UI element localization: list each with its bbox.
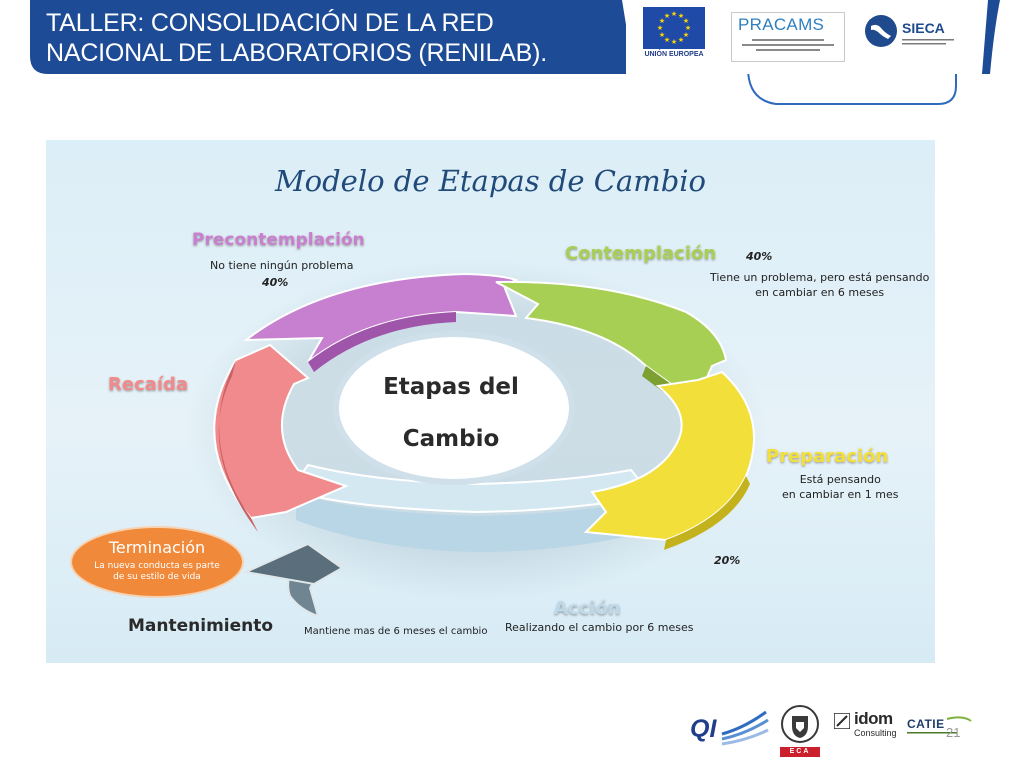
pracams-logo <box>731 12 845 62</box>
stage-label-preparacion: Preparación <box>766 446 889 467</box>
stage-desc-preparacion-line1: Está pensando <box>799 473 881 486</box>
svg-text:★: ★ <box>658 17 666 25</box>
stage-desc-terminacion-line1: La nueva conducta es parte <box>94 561 220 571</box>
stage-desc-contemplacion-line2: en cambiar en 6 meses <box>755 286 885 299</box>
idom-logo <box>834 711 904 743</box>
svg-text:★: ★ <box>677 12 685 20</box>
svg-text:★: ★ <box>670 38 678 46</box>
stage-desc-preparacion <box>782 472 898 502</box>
svg-text:★: ★ <box>684 24 692 32</box>
idom-mark-icon <box>834 713 850 729</box>
stages-of-change-diagram <box>46 140 935 663</box>
slide-title-line2: NACIONAL DE LABORATORIOS (RENILAB). <box>46 39 547 67</box>
svg-text:★: ★ <box>658 31 666 39</box>
stage-desc-terminacion <box>72 561 242 583</box>
stage-desc-contemplacion-line1: Tiene un problema, pero está pensando <box>710 271 930 284</box>
bureau-veritas-logo <box>780 704 820 756</box>
catie-swoosh-icon <box>907 715 973 739</box>
sieca-logo-fineprint <box>902 38 956 46</box>
stage-desc-terminacion-line2: de su estilo de vida <box>113 572 201 582</box>
pracams-logo-name: PRACAMS <box>738 15 825 34</box>
terminacion-oval <box>70 526 244 598</box>
stage-label-recaida: Recaída <box>108 374 189 395</box>
stage-label-precontemplacion: Precontemplación <box>192 230 365 250</box>
svg-text:★: ★ <box>663 12 671 20</box>
svg-text:★: ★ <box>677 36 685 44</box>
eu-logo-label: UNIÓN EUROPEA <box>644 51 704 58</box>
center-label-line2: Cambio <box>402 426 500 452</box>
idom-logo-sub: Consulting <box>854 728 897 738</box>
stage-percent-contemplacion: 40% <box>746 250 773 263</box>
stage-desc-preparacion-line2: en cambiar en 1 mes <box>782 488 899 501</box>
sieca-logo-name: SIECA <box>902 20 945 36</box>
qi-swoosh-icon <box>720 708 770 748</box>
svg-text:★: ★ <box>682 31 690 39</box>
slide-title <box>46 8 606 68</box>
sieca-emblem-icon <box>864 14 898 48</box>
catie-logo-name: CATIE <box>907 717 945 731</box>
qi-logo <box>690 706 772 750</box>
eu-logo <box>643 7 705 59</box>
svg-text:★: ★ <box>670 10 678 18</box>
svg-text:★: ★ <box>682 17 690 25</box>
stage-desc-mantenimiento: Mantiene mas de 6 meses el cambio <box>304 626 488 637</box>
eu-flag-icon <box>643 7 705 49</box>
stage-percent-precontemplacion: 40% <box>262 276 289 289</box>
bureau-emblem-icon <box>780 704 820 746</box>
stage-desc-contemplacion <box>710 270 929 300</box>
idom-logo-name: idom <box>854 709 893 728</box>
sieca-logo <box>864 14 958 50</box>
svg-text:★: ★ <box>663 36 671 44</box>
stage-label-contemplacion: Contemplación <box>565 243 717 264</box>
stage-percent-preparacion: 20% <box>714 554 741 567</box>
stage-label-mantenimiento: Mantenimiento <box>128 616 274 636</box>
bureau-logo-label: ECA <box>780 747 820 757</box>
pracams-logo-fineprint <box>738 37 838 57</box>
center-ellipse <box>336 334 572 482</box>
stage-label-accion: Acción <box>554 598 621 619</box>
qi-logo-text: QI <box>690 715 717 743</box>
svg-text:★: ★ <box>656 24 664 32</box>
stage-desc-accion: Realizando el cambio por 6 meses <box>505 621 694 634</box>
center-label-line1: Etapas del <box>383 374 519 400</box>
diagram-title: Modelo de Etapas de Cambio <box>274 164 707 198</box>
slide-title-line1: TALLER: CONSOLIDACIÓN DE LA RED <box>46 9 494 37</box>
catie-logo <box>907 715 973 739</box>
stage-label-terminacion: Terminación <box>108 538 206 557</box>
slide-number: 21 <box>946 725 961 740</box>
stage-desc-precontemplacion: No tiene ningún problema <box>210 259 354 272</box>
